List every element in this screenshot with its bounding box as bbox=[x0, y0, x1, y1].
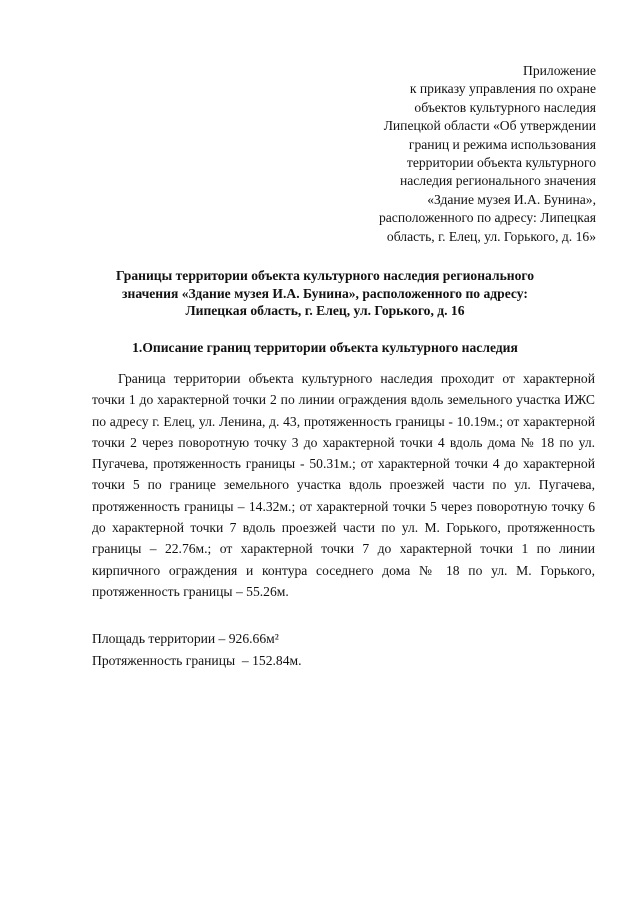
appendix-line: территории объекта культурного bbox=[406, 155, 596, 171]
appendix-line: Приложение bbox=[523, 63, 596, 78]
appendix-line: расположенного по адресу: Липецкая bbox=[378, 210, 596, 226]
appendix-line: область, г. Елец, ул. Горького, д. 16» bbox=[386, 228, 596, 244]
appendix-line: наследия регионального значения bbox=[399, 173, 596, 189]
document-title bbox=[60, 267, 590, 320]
title-line: значения «Здание музея И.А. Бунина», расположенного по адресу: bbox=[122, 285, 528, 301]
title-line: Границы территории объекта культурного наследия регионального bbox=[115, 268, 535, 283]
title-line: Липецкая область, г. Елец, ул. Горького, д. 16 bbox=[185, 303, 465, 319]
appendix-block bbox=[326, 62, 596, 246]
territory-area: Площадь территории – 926.66м² bbox=[92, 631, 279, 646]
appendix-line: к приказу управления по охране bbox=[409, 81, 596, 97]
appendix-line: Липецкой области «Об утверждении bbox=[383, 118, 596, 134]
boundary-description: Граница территории объекта культурного наследия проходит от характерной точки 1 до характерной точки 2 по линии ограждения вдоль земельного участка ИЖС по адресу г. Елец, ул. Ленина, д. 43, протяженность границы - 10.19м.; от характерной точки 2 через поворотную точку 3 до характерной точки 4 вдоль дома № 18 по ул. Пугачева, протяженность границы - 50.31м.; от характерной точки 4 до характерной точки 5 по границе земельного участка вдоль проезжей части по ул. Пугачева, протяженность границы – 14.32м.; от характерной точки 5 через поворотную точку 6 до характерной точки 7 вдоль проезжей части по ул. М. Горького, протяженность границы – 22.76м.; от характерной точки 7 до характерной точки 1 по линии кирпичного ограждения и контура соседнего дома № 18 по ул. М. Горького, протяженность границы – 55.26м. bbox=[92, 371, 595, 599]
appendix-line: объектов культурного наследия bbox=[414, 99, 596, 115]
boundary-length: Протяженность границы – 152.84м. bbox=[92, 653, 302, 668]
section-heading: 1.Описание границ территории объекта культурного наследия bbox=[132, 340, 518, 355]
appendix-line: границ и режима использования bbox=[408, 136, 596, 152]
appendix-line: «Здание музея И.А. Бунина», bbox=[427, 191, 596, 207]
